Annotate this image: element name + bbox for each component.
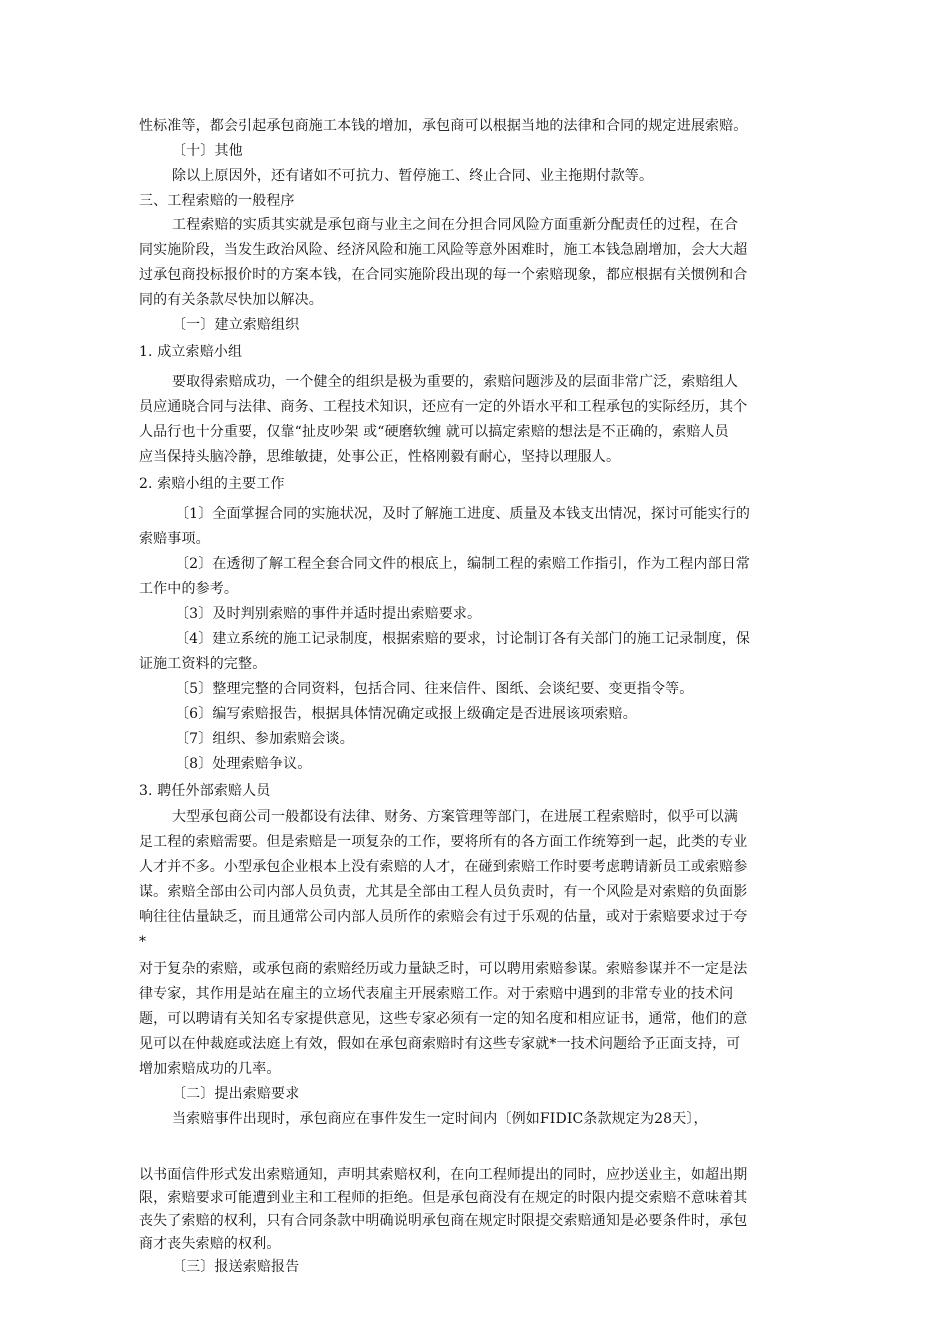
paragraph-line: 足工程的索赔需要。但是索赔是一项复杂的工作，要将所有的各方面工作统筹到一起，此类的专业: [139, 834, 748, 850]
list-item: 〔2〕在透彻了解工程全套合同文件的根底上，编制工程的索赔工作指引，作为工程内部日常: [175, 556, 751, 572]
paragraph-line: 性标准等，都会引起承包商施工本钱的增加，承包商可以根据当地的法律和合同的规定进展索赔。: [139, 118, 748, 134]
paragraph-line: 同的有关条款尽快加以解决。: [139, 292, 323, 308]
paragraph-line: 谋。索赔全部由公司内部人员负责，尤其是全部由工程人员负责时，有一个风险是对索赔的负面影: [139, 884, 748, 900]
paragraph-line: 员应通晓合同与法律、商务、工程技术知识，还应有一定的外语水平和工程承包的实际经历，其个: [139, 399, 748, 415]
paragraph-line: 过承包商投标报价时的方案本钱，在合同实施阶段出现的每一个索赔现象，都应根据有关惯例和合: [139, 267, 748, 283]
section-heading: 〔三〕报送索赔报告: [172, 1259, 300, 1275]
list-item-continuation: 索赔事项。: [139, 531, 210, 547]
paragraph-line: 要取得索赔成功，一个健全的组织是极为重要的，索赔问题涉及的层面非常广泛，索赔组人: [172, 374, 738, 390]
section-heading: 〔二〕提出索赔要求: [172, 1086, 300, 1102]
section-heading: 〔一〕建立索赔组织: [172, 317, 300, 333]
list-item: 〔6〕编写索赔报告，根据具体情况确定或报上级确定是否进展该项索赔。: [175, 706, 637, 722]
paragraph-line: 人品行也十分重要，仅靠“扯皮吵架 或“硬磨软缠 就可以搞定索赔的想法是不正确的，索赔人员: [139, 424, 729, 440]
paragraph-line: 增加索赔成功的几率。: [139, 1061, 281, 1077]
paragraph-line: 见可以在仲裁庭或法庭上有效，假如在承包商索赔时有这些专家就*一技术问题给予正面支持，可: [139, 1036, 741, 1052]
paragraph-line: 应当保持头脑冷静，思维敏捷，处事公正，性格刚毅有耐心，坚持以理服人。: [139, 449, 621, 465]
paragraph-line: 工程索赔的实质其实就是承包商与业主之间在分担合同风险方面重新分配责任的过程，在合: [172, 217, 738, 233]
list-item-continuation: 证施工资料的完整。: [139, 656, 267, 672]
list-item: 〔8〕处理索赔争议。: [175, 756, 312, 772]
list-item: 〔4〕建立系统的施工记录制度，根据索赔的要求，讨论制订各有关部门的施工记录制度，保: [175, 631, 751, 647]
paragraph-line: 题，可以聘请有关知名专家提供意见，这些专家必须有一定的知名度和相应证书，通常，他们的意: [139, 1011, 748, 1027]
paragraph-line: 对于复杂的索赔，或承包商的索赔经历或力量缺乏时，可以聘用索赔参谋。索赔参谋并不一定是法: [139, 961, 748, 977]
section-heading: 〔十〕其他: [172, 143, 243, 159]
paragraph-line: 除以上原因外，还有诸如不可抗力、暂停施工、终止合同、业主拖期付款等。: [172, 168, 654, 184]
paragraph-line: 律专家，其作用是站在雇主的立场代表雇主开展索赔工作。对于索赔中遇到的非常专业的技术问: [139, 986, 734, 1002]
paragraph-line: 当索赔事件出现时，承包商应在事件发生一定时间内〔例如FIDIC条款规定为28天〕，: [172, 1111, 708, 1127]
paragraph-line: 大型承包商公司一般都设有法律、财务、方案管理等部门，在进展工程索赔时，似乎可以满: [172, 809, 738, 825]
paragraph-line: 人才并不多。小型承包企业根本上没有索赔的人才，在碰到索赔工作时要考虑聘请新员工或索赔参: [139, 859, 748, 875]
list-item: 〔3〕及时判别索赔的事件并适时提出索赔要求。: [175, 606, 482, 622]
list-item-continuation: 工作中的参考。: [139, 581, 239, 597]
paragraph-line: 丧失了索赔的权利，只有合同条款中明确说明承包商在规定时限提交索赔通知是必要条件时，承包: [139, 1213, 748, 1229]
paragraph-line: 以书面信件形式发出索赔通知，声明其索赔权利，在向工程师提出的同时，应抄送业主，如超出期: [139, 1167, 748, 1183]
numbered-heading: 1. 成立索赔小组: [139, 344, 243, 360]
chapter-heading: 三、工程索赔的一般程序: [139, 193, 295, 209]
list-item: 〔5〕整理完整的合同资料，包括合同、往来信件、图纸、会谈纪要、变更指令等。: [175, 681, 694, 697]
paragraph-line: 商才丧失索赔的权利。: [139, 1236, 281, 1252]
numbered-heading: 2. 索赔小组的主要工作: [139, 476, 285, 492]
numbered-heading: 3. 聘任外部索赔人员: [139, 783, 271, 799]
paragraph-line: *: [139, 934, 147, 950]
list-item: 〔7〕组织、参加索赔会谈。: [175, 731, 354, 747]
list-item: 〔1〕全面掌握合同的实施状况，及时了解施工进度、质量及本钱支出情况，探讨可能实行的: [175, 506, 751, 522]
paragraph-line: 同实施阶段，当发生政治风险、经济风险和施工风险等意外困难时，施工本钱急剧增加，会大大超: [139, 242, 748, 258]
paragraph-line: 限，索赔要求可能遭到业主和工程师的拒绝。但是承包商没有在规定的时限内提交索赔不意味着其: [139, 1190, 748, 1206]
paragraph-line: 响往往估量缺乏，而且通常公司内部人员所作的索赔会有过于乐观的估量，或对于索赔要求过于夸: [139, 909, 748, 925]
